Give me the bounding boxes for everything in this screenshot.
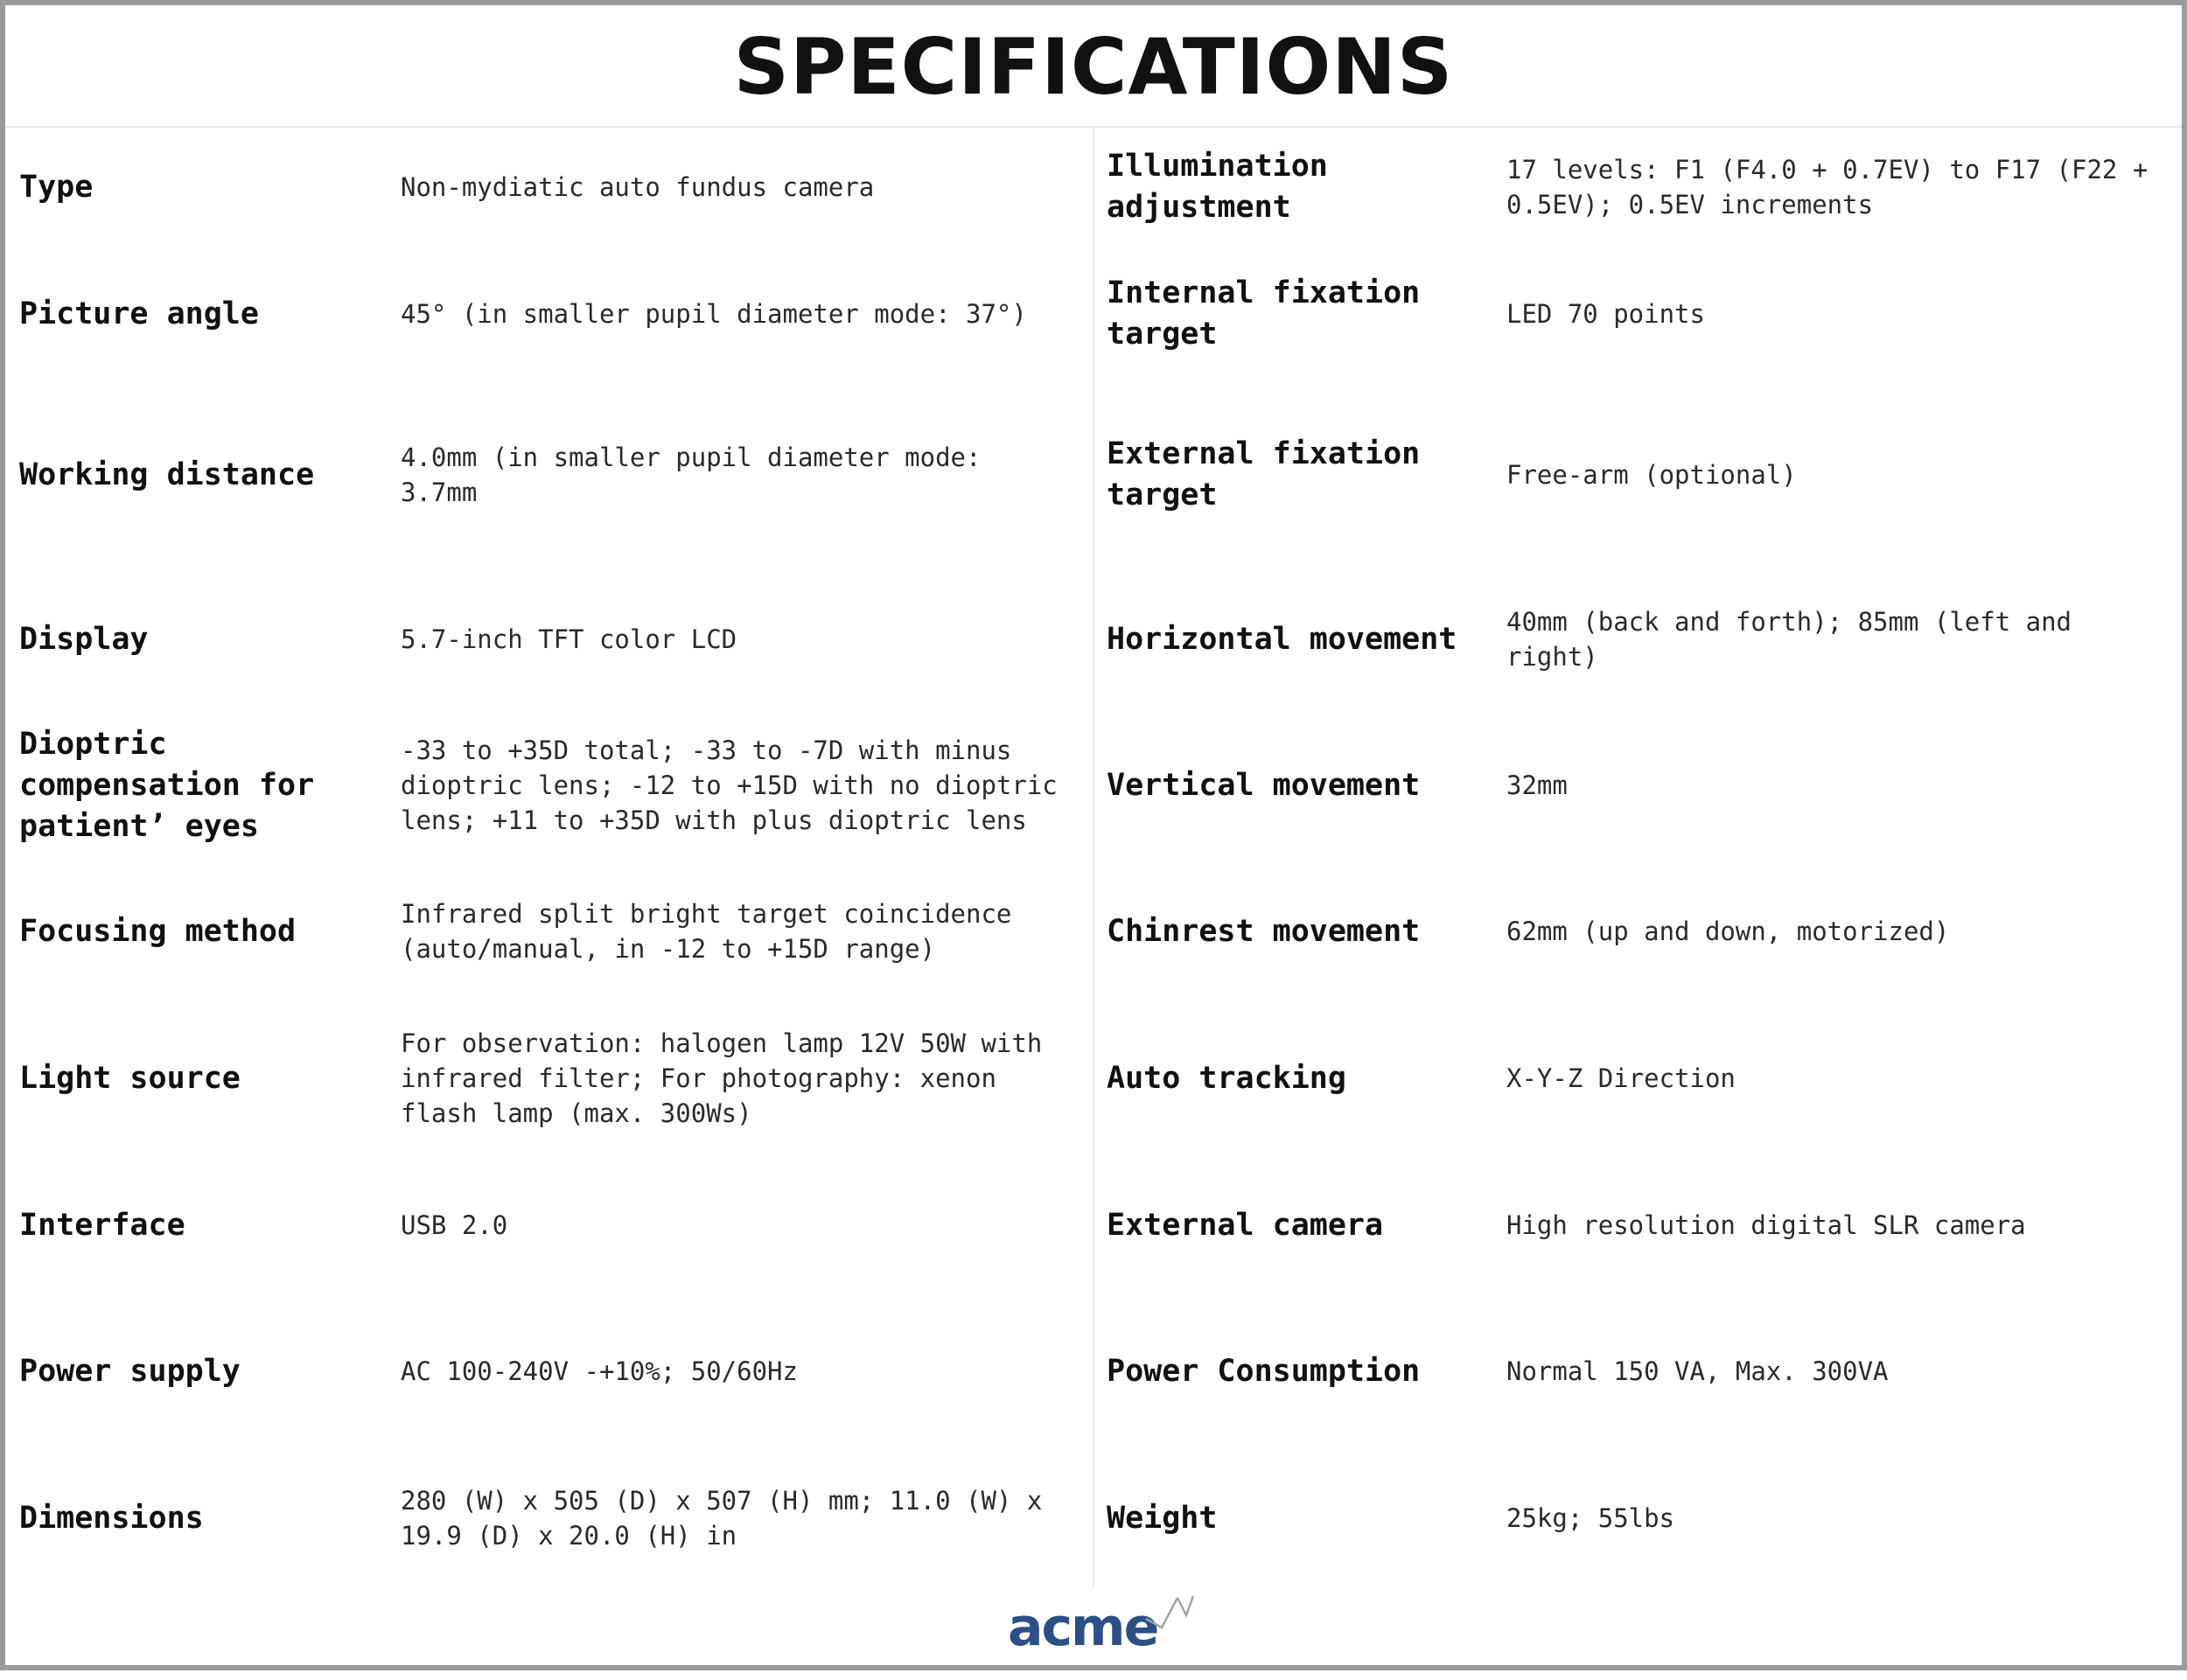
spec-label: Horizontal movement [1107, 621, 1457, 657]
spec-row-horizontal-movement [1094, 587, 2182, 692]
spec-value: High resolution digital SLR camera [1506, 1210, 2026, 1240]
spec-row-external-fixation-target [1094, 422, 2182, 527]
spec-row-dimensions [5, 1466, 1093, 1571]
spec-label: Dioptric compensation for patient’ eyes [19, 726, 315, 844]
spec-value: 62mm (up and down, motorized) [1506, 917, 1950, 946]
spec-row-power-supply [5, 1319, 1093, 1424]
spec-value: LED 70 points [1506, 299, 1705, 329]
spec-value: For observation: halogen lamp 12V 50W with infrared filter; For photography: xenon flash lamp (max. 300Ws) [401, 1028, 1043, 1128]
spec-label: External camera [1107, 1207, 1384, 1243]
spec-row-picture-angle [5, 261, 1093, 366]
spec-label: Interface [19, 1207, 185, 1243]
spec-row-auto-tracking [1094, 1026, 2182, 1131]
spec-row-chinrest-movement [1094, 879, 2182, 984]
spec-value: 17 levels: F1 (F4.0 + 0.7EV) to F17 (F22 + 0.5EV); 0.5EV increments [1506, 155, 2149, 220]
spec-value: AC 100-240V -+10%; 50/60Hz [401, 1356, 798, 1386]
spec-label: Type [19, 169, 94, 205]
brand-logo-mark-icon [1142, 1593, 1195, 1636]
spec-value: X-Y-Z Direction [1506, 1063, 1736, 1093]
spec-label: Focusing method [19, 913, 297, 949]
spec-row-external-camera [1094, 1173, 2182, 1278]
spec-row-dioptric-compensation [5, 726, 1093, 844]
spec-label: Power Consumption [1107, 1353, 1421, 1389]
spec-label: External fixation target [1107, 436, 1421, 512]
spec-label: Display [19, 621, 149, 657]
spec-value: Normal 150 VA, Max. 300VA [1506, 1356, 1889, 1386]
spec-row-display [5, 587, 1093, 692]
spec-label: Vertical movement [1107, 767, 1421, 803]
brand-logo-text: acme [1008, 1597, 1158, 1658]
brand-logo [1003, 1593, 1195, 1663]
spec-label: Internal fixation target [1107, 275, 1421, 352]
spec-value: -33 to +35D total; -33 to -7D with minus dioptric lens; -12 to +15D with no dioptric lens; +11 to +35D with plus dioptric lens [401, 735, 1058, 835]
spec-label: Auto tracking [1107, 1060, 1346, 1096]
spec-label: Weight [1107, 1500, 1218, 1536]
spec-row-vertical-movement [1094, 733, 2182, 838]
spec-label: Power supply [19, 1353, 241, 1389]
spec-label: Chinrest movement [1107, 913, 1421, 949]
spec-value: USB 2.0 [401, 1210, 508, 1240]
spec-row-type [5, 135, 1093, 240]
spec-value: 32mm [1506, 770, 1568, 800]
spec-row-weight [1094, 1466, 2182, 1571]
spec-row-illumination-adjustment [1094, 135, 2182, 240]
spec-label: Illumination adjustment [1107, 149, 1328, 225]
spec-value: 4.0mm (in smaller pupil diameter mode: 3.7mm [401, 443, 982, 507]
spec-value: 280 (W) x 505 (D) x 507 (H) mm; 11.0 (W) x 19.9 (D) x 20.0 (H) in [401, 1486, 1043, 1551]
spec-label: Working distance [19, 457, 315, 492]
spec-value: Infrared split bright target coincidence (auto/manual, in -12 to +15D range) [401, 899, 1012, 964]
spec-label: Dimensions [19, 1500, 204, 1536]
spec-value: 40mm (back and forth); 85mm (left and right) [1506, 607, 2072, 672]
spec-row-light-source [5, 1026, 1093, 1131]
spec-value: Free-arm (optional) [1506, 460, 1797, 490]
spec-row-interface [5, 1173, 1093, 1278]
spec-value: 45° (in smaller pupil diameter mode: 37°) [401, 299, 1027, 329]
spec-row-power-consumption [1094, 1319, 2182, 1424]
spec-row-focusing-method [5, 879, 1093, 984]
page-title: SPECIFICATIONS [733, 21, 1454, 112]
spec-value: 5.7-inch TFT color LCD [401, 624, 737, 654]
spec-label: Picture angle [19, 296, 259, 331]
spec-label: Light source [19, 1060, 241, 1096]
spec-value: 25kg; 55lbs [1506, 1503, 1675, 1533]
spec-row-internal-fixation-target [1094, 261, 2182, 366]
spec-value: Non-mydiatic auto fundus camera [401, 172, 875, 202]
spec-row-working-distance [5, 422, 1093, 527]
